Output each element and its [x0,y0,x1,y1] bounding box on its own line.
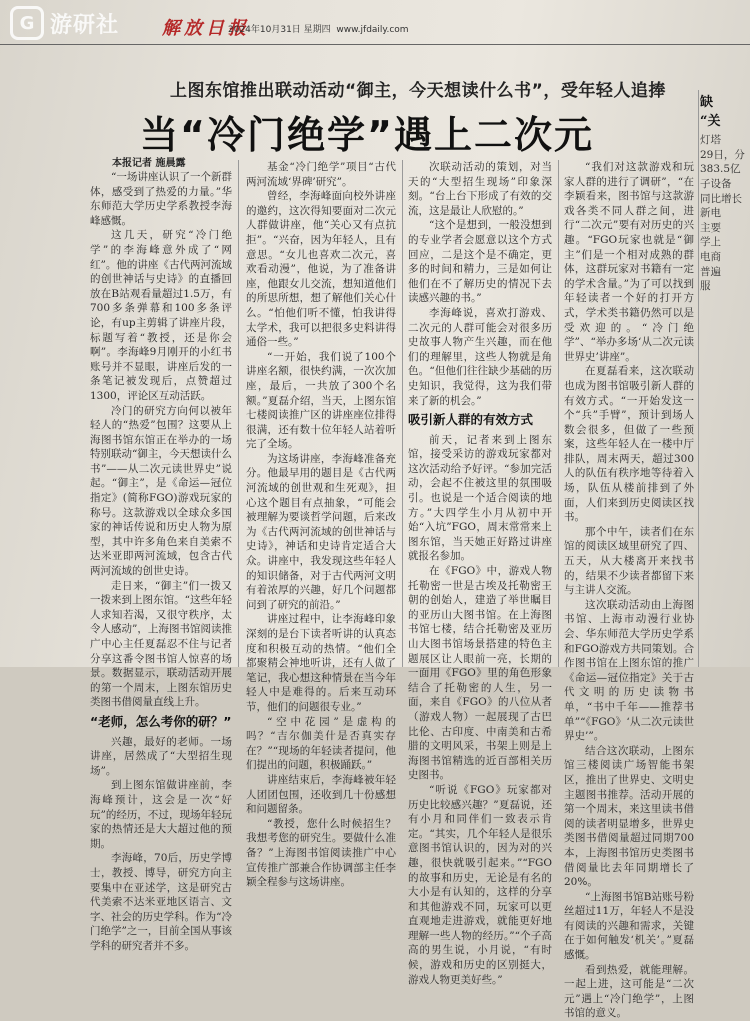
paragraph: 在《FGO》中，游戏人物托勒密一世是古埃及托勒密王朝的创始人，建造了举世瞩目的亚历山大图书馆。在上海图书馆七楼，结合托勒密及亚历山大图书馆场景搭建的特色主题展区让人眼前一亮，长期的一面用《FGO》里的角色形象结合了托勒密的人生，另一面，来自《FGO》的八位从者（游戏人物）一起展现了古巴比伦、古印度、中南美和古希腊的文明风采，书架上则是上海图书馆精选的近百部相关历史图书。 [408,565,552,782]
article-column-2 [246,160,396,889]
paragraph: 李海峰说，喜欢打游戏、二次元的人群可能会对很多历史故事人物产生兴趣，而在他们的理解里，这些人物就是角色。“但他们往往缺少基础的历史知识，我觉得，这为我们带来了新的机会。” [408,306,552,407]
paragraph: 走日来，“御主”们一拨又一拨来到上图东馆。“这些年轻人求知若渴，又很守秩序，太令人感动”，上海图书馆阅读推广中心主任夏磊忍不住与记者分享这番令图书馆人惊喜的场景。数据显示，联动活动开展的第一个周末，上图东馆历史类图书借阅量直线上升。 [90,579,232,709]
paragraph: “听说《FGO》玩家都对历史比较感兴趣？”夏磊说，还有小月和同伴们一致表示肯定。“其实，几个年轻人是很乐意图书馆认识的，因为对的兴趣，很快就吸引起来。”“FGO的故事和历史，无论是有名的大小是有认知的，这样的分享和其他游戏不同，玩家可以更直观地走进游戏，就能更好地理解一些人物的经历。”“个子高高的男生说，小月说，“有时候，游戏和历史的区别挺大，游戏人物更美好些。” [408,783,552,986]
side-line: 服 [700,280,711,293]
side-heading: 缺 [700,95,714,110]
paragraph: “空中花园”是虚构的吗？“吉尔伽美什是否真实存在？”“现场的年轻读者提问，他们提出的问题，积极踊跃。” [246,715,396,772]
article-title: 当“冷门绝学”遇上二次元 [140,113,594,157]
paragraph: “一场讲座认识了一个新群体，感受到了热爱的力量。”华东师范大学历史学系教授李海峰感慨。 [90,171,232,227]
paragraph: 讲座结束后，李海峰被年轻人团团包围，还收到几十份感想和问题留条。 [246,773,396,816]
paragraph: 前天，记者来到上图东馆，接受采访的游戏玩家都对这次活动给予好评。“参加完活动，会起不住被这里的氛围吸引。也说是一个适合阅读的地方。”大四学生小月从初中开始“入坑”FGO，周末常常来上图东馆，当天她正好路过讲座就报名参加。 [408,433,552,563]
paragraph: 曾经，李海峰面向校外讲座的邀约，这次得知要面对二次元人群做讲座，他“关心又有点抗拒”。“兴奋，因为年轻人，且有意思。“女儿也喜欢二次元，喜欢看动漫”，他说，为了准备讲座，他跟女儿交流，想知道他们的所思所想，想了解他们关心什么。“怕他们听不懂，怕我讲得太学术，我可以把很多史料讲得通俗一些。” [246,190,396,349]
paragraph: 那个中午，读者们在东馆的阅读区域里研究了四、五天，从大楼离开来找书的，结果不少读者都留下来与主讲人交流。 [564,525,694,597]
adjacent-article-fragment [700,96,750,667]
paragraph: “教授，您什么时候招生？我想考您的研究生。要做什么准备？”上海图书馆阅读推广中心宣传推广部兼合作协调部主任李颖全程参与这场讲座。 [246,817,396,889]
side-line: 同比增长 [700,192,742,205]
article-subtitle: 上图东馆推出联动活动“御主，今天想读什么书”，受年轻人追捧 [170,81,666,101]
article-column-4 [564,160,694,1020]
side-quote: “关 [700,113,721,129]
paragraph: 基金“冷门绝学”项目“古代两河流域‘界碑’研究”。 [246,161,396,188]
column-divider [238,160,239,667]
side-line: 电商 [700,250,721,263]
side-line: 新电 [700,207,721,220]
side-line: 灯塔 [700,134,721,147]
article-column-1 [90,170,232,952]
column-divider [558,160,559,667]
column-divider [402,160,403,667]
masthead-rule [0,44,750,45]
article-column-3 [408,160,552,986]
paragraph: 李海峰，70后，历史学博士，教授、博导，研究方向主要集中在亚述学，这是研究古代美索不达米亚地区语言、文字、社会的历史学科。作为“冷门绝学”之一，目前全国从事该学科的研究者并不多。 [90,852,232,952]
paragraph: 这几天，研究“冷门绝学”的李海峰意外成了“网红”。他的讲座《古代两河流域的创世神话与史诗》的直播回放在B站观看量超过1.5万，有700多条弹幕和100多条评论，有up主剪辑了讲座片段，标题写着“教授，还是你会啊”。李海峰9月刚开的小红书账号并不显眼，讲座后发的一条笔记被发现后，点赞超过1300，评论区互动活跃。 [90,229,232,402]
section-heading: 吸引新人群的有效方式 [408,412,534,428]
paragraph: “上海图书馆B站账号粉丝超过11万，年轻人不是没有阅读的兴趣和需求，关键在于如何触发‘机关’。”夏磊感慨。 [564,890,694,962]
side-line: 29日，分 [700,148,745,161]
paragraph: 冷门的研究方向何以被年轻人的“热爱”包围？这要从上海图书馆东馆正在举办的一场特别联动“御主，今天想读什么书”——从二次元读世界史”说起。“御主”，是《命运—冠位指定》(简称FGO)游戏玩家的称号。这款游戏以全球众多国家的神话传说和历史人物为原型，其中许多角色来自美索不达米亚即两河流域，包含古代两河流域的创世史诗。 [90,404,232,578]
paragraph: 结合这次联动，上图东馆三楼阅读广场智能书架区，推出了世界史、文明史主题图书推荐。活动开展的第一个周末，来这里读书借阅的读者明显增多，世界史类图书借阅量超过同期700本，上海图书馆历史类图书借阅量比去年同期增长了20%。 [564,744,694,889]
side-line: 383.5亿 [700,163,741,176]
masthead [150,14,590,44]
column-divider [698,90,699,667]
watermark-logo [10,6,119,40]
side-line: 子设备 [700,177,732,190]
masthead-brand: 解放日报 [162,18,250,39]
section-heading: “老师，怎么考你的研？” [90,713,232,729]
paragraph: 讲座过程中，让李海峰印象深刻的是台下读者听讲的认真态度和积极互动的热情。“他们全都聚精会神地听讲，还有人做了笔记，我心想这种情景在当今年轻人中是难得的。后来互动环节，他们的问题很专业。” [246,613,396,713]
side-line: 普遍 [700,265,721,278]
paragraph: 为这场讲座，李海峰准备充分。他最早用的题目是《古代两河流域的创世观和生死观》，担心这个题目有点抽象，“可能会被理解为要谈哲学问题，后来改为《古代两河流域的创世神话与史诗》，神话和史诗肯定适合大众。讲座中，我发现这些年轻人的知识储备，对于古代两河文明有着浓厚的兴趣，好几个问题都问到了研究的前沿。” [246,452,396,611]
paragraph: 看到热爱，就能理解。一起上进，这可能是“二次元”遇上“冷门绝学”，上图书馆的意义。 [564,963,694,1020]
article-byline: 本报记者 施晨露 [112,158,186,169]
paragraph: “这个是想到，一般没想到的专业学者会愿意以这个方式回应，二是这个是不确定，更多的时间和精力，三是如何让他们在不了解历史的情况下去读感兴趣的书。” [408,219,552,305]
paragraph: 到上图东馆做讲座前，李海峰预计，这会是一次“好玩”的经历，不过，现场年轻玩家的热情还是大大超过他的预期。 [90,779,232,850]
paragraph: “一开始，我们说了100个讲座名额，很快约满，一次次加座，最后，一共放了300个名额。”夏磊介绍，当天，上图东馆七楼阅读推广区的讲座座位排得很满，还有数十位年轻人站着听完了全场。 [246,350,396,451]
paragraph: 这次联动活动由上海图书馆、上海市动漫行业协会、华东师范大学历史学系和FGO游戏方共同策划。合作图书馆在上图东馆的推广《命运—冠位指定》关于古代文明的历史读物书单，“书中千年——推荐书单”“《FGO》‘从二次元读世界史’”。 [564,598,694,743]
paragraph: 在夏磊看来，这次联动也成为图书馆吸引新人群的有效方式。“一开始发这一个“兵”手臂”，预计到场人数会很多，但做了一些预案，这些年轻人在一楼中厅排队，周末两天，超过300人的队伍有秩序地等待着入场，队伍从楼前排到了外面，人们来到历史阅读区找书。 [564,365,694,524]
watermark-logo-icon: G [10,6,44,40]
paragraph: 兴趣，最好的老师。一场讲座，居然成了“大型招生现场”。 [90,735,232,777]
watermark-logo-text: 游研社 [50,12,120,38]
masthead-date: 2024年10月31日 星期四 www.jfdaily.com [228,25,409,35]
side-line: 学上 [700,236,721,249]
paragraph: “我们对这款游戏和玩家人群的进行了调研”，“在李颖看来，图书馆与这款游戏各类不同人群之间，进行“二次元”要有对历史的兴趣。“FGO玩家也就是“御主”们是一个相对成熟的群体，这群玩家对书籍有一定的学术含量。”为了可以找到年轻读者一个好的打开方式，学术类书籍仍然可以是受欢迎的。“冷门绝学”、“举办多场‘从二次元读世界史’讲座”。 [564,161,694,363]
side-line: 主要 [700,221,721,234]
paragraph: 次联动活动的策划，对当天的“大型招生现场”印象深刻。“台上台下形成了有效的交流，这是最让人欣慰的。” [408,161,552,217]
